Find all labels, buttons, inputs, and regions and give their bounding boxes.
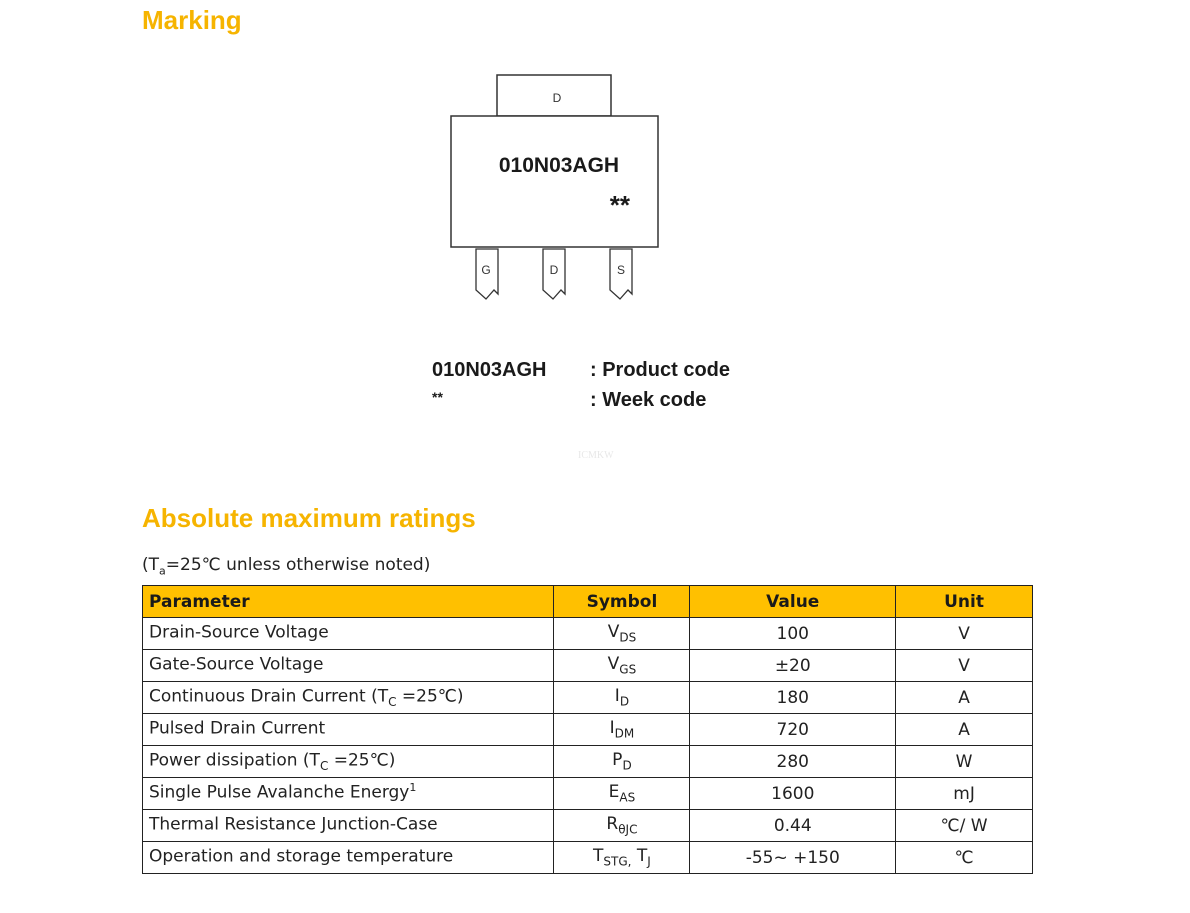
table-row	[143, 682, 1033, 714]
cell-parameter: Operation and storage temperature	[143, 842, 554, 874]
cell-parameter: Gate-Source Voltage	[143, 650, 554, 682]
header-parameter: Parameter	[143, 586, 554, 618]
cell-unit: ℃	[896, 842, 1033, 874]
table-header-row	[143, 586, 1033, 618]
legend-description: : Week code	[590, 389, 707, 411]
legend-description: : Product code	[590, 359, 731, 381]
legend-code: **	[432, 389, 443, 405]
package-marking-diagram	[440, 68, 670, 308]
table-row	[143, 650, 1033, 682]
cell-value: ±20	[690, 650, 896, 682]
cell-parameter: Continuous Drain Current ($T_C$ =25℃)	[143, 682, 554, 714]
cell-parameter: Power dissipation ($T_C$ =25℃)	[143, 746, 554, 778]
header-unit: Unit	[896, 586, 1033, 618]
cell-value: 100	[690, 618, 896, 650]
pin-label-s: S	[616, 263, 626, 277]
cell-parameter: Pulsed Drain Current	[143, 714, 554, 746]
absolute-maximum-ratings-table	[142, 585, 1033, 874]
cell-symbol: $E_{AS}$	[554, 778, 690, 810]
cell-value: -55~ +150	[690, 842, 896, 874]
cell-value: 720	[690, 714, 896, 746]
cell-value: 0.44	[690, 810, 896, 842]
cell-symbol: $I_D$	[554, 682, 690, 714]
cell-symbol: $V_{GS}$	[554, 650, 690, 682]
pin-label-g: G	[481, 263, 491, 277]
body-product-code: 010N03AGH	[498, 154, 620, 177]
table-row	[143, 714, 1033, 746]
cell-symbol: $I_{DM}$	[554, 714, 690, 746]
pin-label-d: D	[549, 263, 559, 277]
tab-label: D	[552, 91, 562, 105]
cell-unit: V	[896, 650, 1033, 682]
marking-heading: Marking	[142, 5, 242, 35]
cell-value: 1600	[690, 778, 896, 810]
cell-parameter: Single Pulse Avalanche Energy$^1$	[143, 778, 554, 810]
cell-value: 180	[690, 682, 896, 714]
cell-parameter: Drain-Source Voltage	[143, 618, 554, 650]
cell-unit: W	[896, 746, 1033, 778]
cell-unit: V	[896, 618, 1033, 650]
body-week-code: **	[609, 190, 630, 220]
cell-value: 280	[690, 746, 896, 778]
cell-unit: ℃/ W	[896, 810, 1033, 842]
conditions-note: ($T_a=25℃$ unless otherwise noted)	[142, 555, 431, 578]
cell-symbol: $T_{STG,}$ $T_J$	[554, 842, 690, 874]
cell-symbol: $V_{DS}$	[554, 618, 690, 650]
cell-parameter: Thermal Resistance Junction-Case	[143, 810, 554, 842]
cell-unit: mJ	[896, 778, 1033, 810]
cell-unit: A	[896, 682, 1033, 714]
ratings-heading: Absolute maximum ratings	[142, 503, 476, 533]
table-row	[143, 778, 1033, 810]
cell-symbol: $P_D$	[554, 746, 690, 778]
legend-code: 010N03AGH	[432, 359, 547, 381]
table-row	[143, 746, 1033, 778]
table-row	[143, 618, 1033, 650]
header-symbol: Symbol	[554, 586, 690, 618]
table-row	[143, 842, 1033, 874]
cell-unit: A	[896, 714, 1033, 746]
cell-symbol: $R_{\theta JC}$	[554, 810, 690, 842]
watermark: ICMKW	[578, 450, 614, 461]
header-value: Value	[690, 586, 896, 618]
table-row	[143, 810, 1033, 842]
package-body	[451, 116, 658, 247]
